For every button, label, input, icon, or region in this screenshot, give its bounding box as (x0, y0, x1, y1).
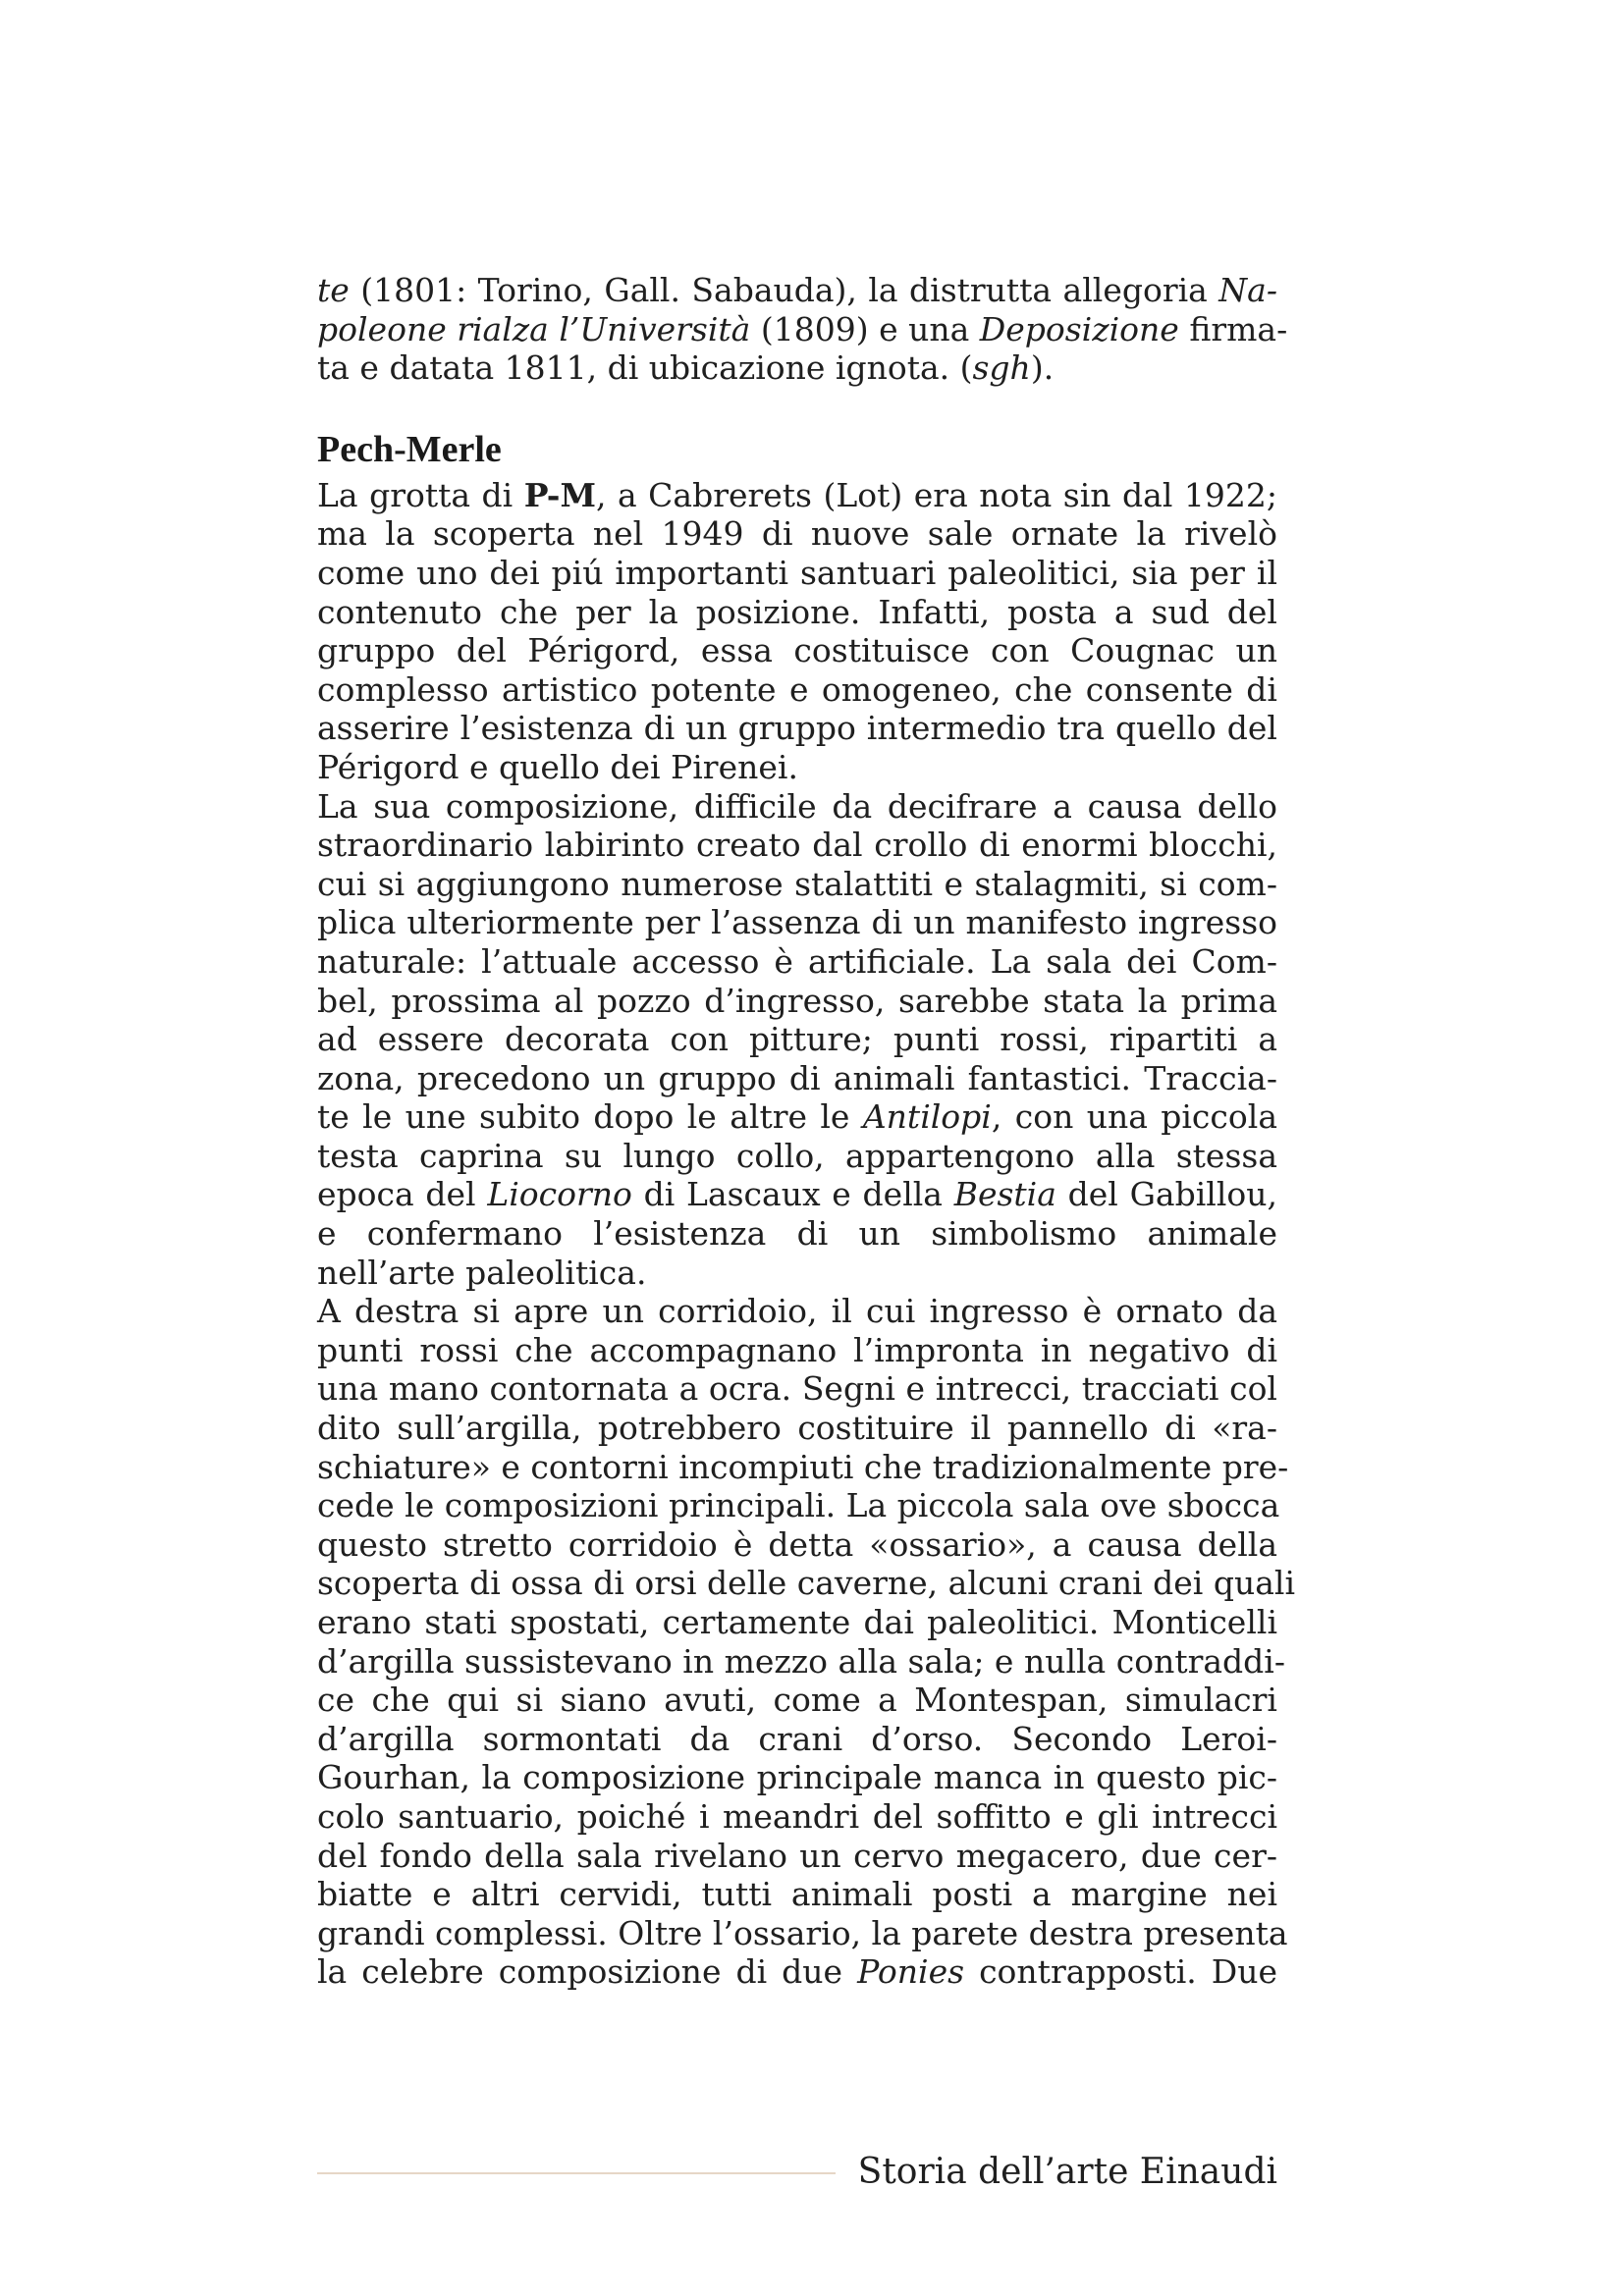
footer-rule (317, 2172, 836, 2174)
text-run: bel, prossima al pozzo d’ingresso, sarebbe stata la prima (317, 981, 1277, 1020)
italic-text: Bestia (953, 1175, 1056, 1214)
text-run: cede le composizioni principali. La piccola sala ove sbocca (317, 1486, 1280, 1525)
text-run: ta e datata 1811, di ubicazione ignota. ( (317, 348, 973, 388)
text-run: questo stretto corridoio è detta «ossario», a causa della (317, 1524, 1277, 1564)
text-line (317, 1681, 1277, 1720)
text-line (317, 1875, 1277, 1914)
text-run: zona, precedono un gruppo di animali fantastici. Traccia- (317, 1058, 1277, 1097)
text-run: del fondo della sala rivelano un cervo megacero, due cer- (317, 1836, 1277, 1875)
text-line (317, 1059, 1277, 1098)
text-line (317, 826, 1277, 865)
text-line (317, 1641, 1285, 1682)
text-line (317, 1292, 1277, 1331)
text-run: Gourhan, la composizione principale manca in questo pic- (317, 1758, 1277, 1797)
italic-text: te (317, 271, 350, 309)
bold-text: P-M (523, 475, 596, 514)
text-line (317, 1837, 1277, 1876)
text-line (317, 1331, 1277, 1370)
text-line (317, 1020, 1277, 1059)
text-run: ma la scoperta nel 1949 di nuove sale ornate la rivelò (317, 514, 1277, 554)
text-run: una mano contornata a ocra. Segni e intrecci, tracciati col (317, 1369, 1277, 1409)
text-run: come uno dei piú importanti santuari paleolitici, sia per il (317, 553, 1277, 592)
text-line (317, 309, 1288, 349)
text-line (317, 1913, 1288, 1953)
text-run: nell’arte paleolitica. (317, 1253, 647, 1292)
text-line (317, 670, 1277, 710)
italic-text: poleone rialza l’Università (317, 309, 751, 348)
text-run: grandi complessi. Oltre l’ossario, la parete destra presenta (317, 1913, 1288, 1952)
text-line (317, 554, 1277, 593)
entry-body (317, 475, 1295, 1992)
entry-paragraph (317, 1292, 1295, 1992)
text-run: gruppo del Périgord, essa costituisce con Cougnac un (317, 631, 1277, 670)
text-run: erano stati spostati, certamente dai paleolitici. Monticelli (317, 1603, 1277, 1641)
italic-text: Antilopi (862, 1097, 992, 1137)
text-line (317, 1952, 1277, 1992)
italic-text: Ponies (857, 1952, 965, 1992)
text-run: contenuto che per la posizione. Infatti, posta a sud del (317, 592, 1277, 631)
text-run: asserire l’esistenza di un gruppo intermedio tra quello del (317, 709, 1277, 748)
italic-text: Deposizione (979, 309, 1179, 348)
text-line (317, 1758, 1277, 1797)
text-run: straordinario labirinto creato dal crollo di enormi blocchi, (317, 826, 1277, 865)
text-run: d’argilla sormontati da crani d’orso. Secondo Leroi- (317, 1719, 1277, 1758)
text-line (317, 903, 1277, 942)
text-line (317, 1720, 1277, 1759)
text-run: La sua composizione, difficile da decifrare a causa dello (317, 786, 1277, 826)
text-line (317, 1797, 1277, 1837)
text-line (317, 1369, 1277, 1409)
text-run: te le une subito dopo le altre le (317, 1097, 863, 1137)
text-run: plica ulteriormente per l’assenza di un manifesto ingresso (317, 903, 1277, 942)
text-run: epoca del (317, 1175, 488, 1214)
text-line (317, 476, 1277, 515)
text-run: scoperta di ossa di orsi delle caverne, alcuni crani dei quali (317, 1564, 1295, 1603)
text-line (317, 1175, 1277, 1214)
text-run: ce che qui si siano avuti, come a Montespan, simulacri (317, 1681, 1277, 1720)
body-text (317, 271, 1295, 1992)
text-run: ad essere decorata con pitture; punti rossi, ripartiti a (317, 1020, 1277, 1059)
text-run: (1801: Torino, Gall. Sabauda), la distrutta allegoria (349, 271, 1219, 309)
text-line (317, 1447, 1289, 1487)
text-run: dito sull’argilla, potrebbero costituire il pannello di «ra- (317, 1409, 1277, 1448)
text-run: cui si aggiungono numerose stalattiti e stalagmiti, si com- (317, 864, 1277, 903)
text-line (317, 1214, 1277, 1254)
text-run: di Lascaux e della (631, 1175, 954, 1214)
text-line (317, 1409, 1277, 1448)
italic-text: Na- (1218, 271, 1277, 309)
text-line (317, 942, 1277, 982)
text-line (317, 1137, 1277, 1176)
text-line (317, 982, 1277, 1021)
text-line (317, 348, 1277, 388)
text-run: , con una piccola (991, 1097, 1277, 1137)
text-line (317, 1486, 1280, 1525)
text-line (317, 631, 1277, 670)
text-line (317, 1525, 1277, 1565)
text-run: del Gabillou, (1055, 1175, 1277, 1214)
text-run: testa caprina su lungo collo, appartengono alla stessa (317, 1136, 1277, 1175)
text-run: ). (1030, 348, 1055, 388)
text-line (317, 1097, 1277, 1137)
text-run: la celebre composizione di due (317, 1952, 858, 1992)
entry-paragraph (317, 787, 1277, 1293)
text-line (317, 271, 1277, 310)
text-run: biatte e altri cervidi, tutti animali posti a margine nei (317, 1875, 1277, 1914)
text-run: complesso artistico potente e omogeneo, che consente di (317, 669, 1277, 709)
footer-publisher: Storia dell’arte Einaudi (857, 2152, 1277, 2192)
italic-text: sgh (972, 348, 1031, 388)
text-run: contrapposti. Due (964, 1952, 1277, 1992)
text-run: firma- (1178, 309, 1288, 348)
entry-title: Pech-Merle (317, 428, 502, 470)
text-line (317, 865, 1277, 904)
text-line (317, 709, 1277, 748)
text-line (317, 787, 1277, 827)
text-run: Périgord e quello dei Pirenei. (317, 747, 798, 786)
text-run: La grotta di (317, 475, 524, 514)
text-line (317, 514, 1277, 554)
text-run: (1809) e una (750, 309, 980, 348)
text-run: , a Cabrerets (Lot) era nota sin dal 1922; (595, 475, 1277, 514)
text-run: d’argilla sussistevano in mezzo alla sala; e nulla contraddi- (317, 1641, 1285, 1681)
text-line (317, 1254, 1277, 1293)
text-line (317, 1564, 1295, 1603)
text-line (317, 593, 1277, 632)
text-run: colo santuario, poiché i meandri del soffitto e gli intrecci (317, 1796, 1277, 1836)
text-run: A destra si apre un corridoio, il cui ingresso è ornato da (317, 1292, 1277, 1331)
text-line (317, 748, 1277, 787)
entry-paragraph (317, 476, 1277, 787)
italic-text: Liocorno (487, 1175, 632, 1214)
text-run: schiature» e contorni incompiuti che tradizionalmente pre- (317, 1447, 1289, 1486)
intro-paragraph (317, 271, 1288, 388)
text-run: naturale: l’attuale accesso è artificiale. La sala dei Com- (317, 941, 1277, 981)
text-run: punti rossi che accompagnano l’impronta in negativo di (317, 1330, 1277, 1369)
text-run: e confermano l’esistenza di un simbolismo animale (317, 1214, 1277, 1254)
text-line (317, 1603, 1277, 1642)
